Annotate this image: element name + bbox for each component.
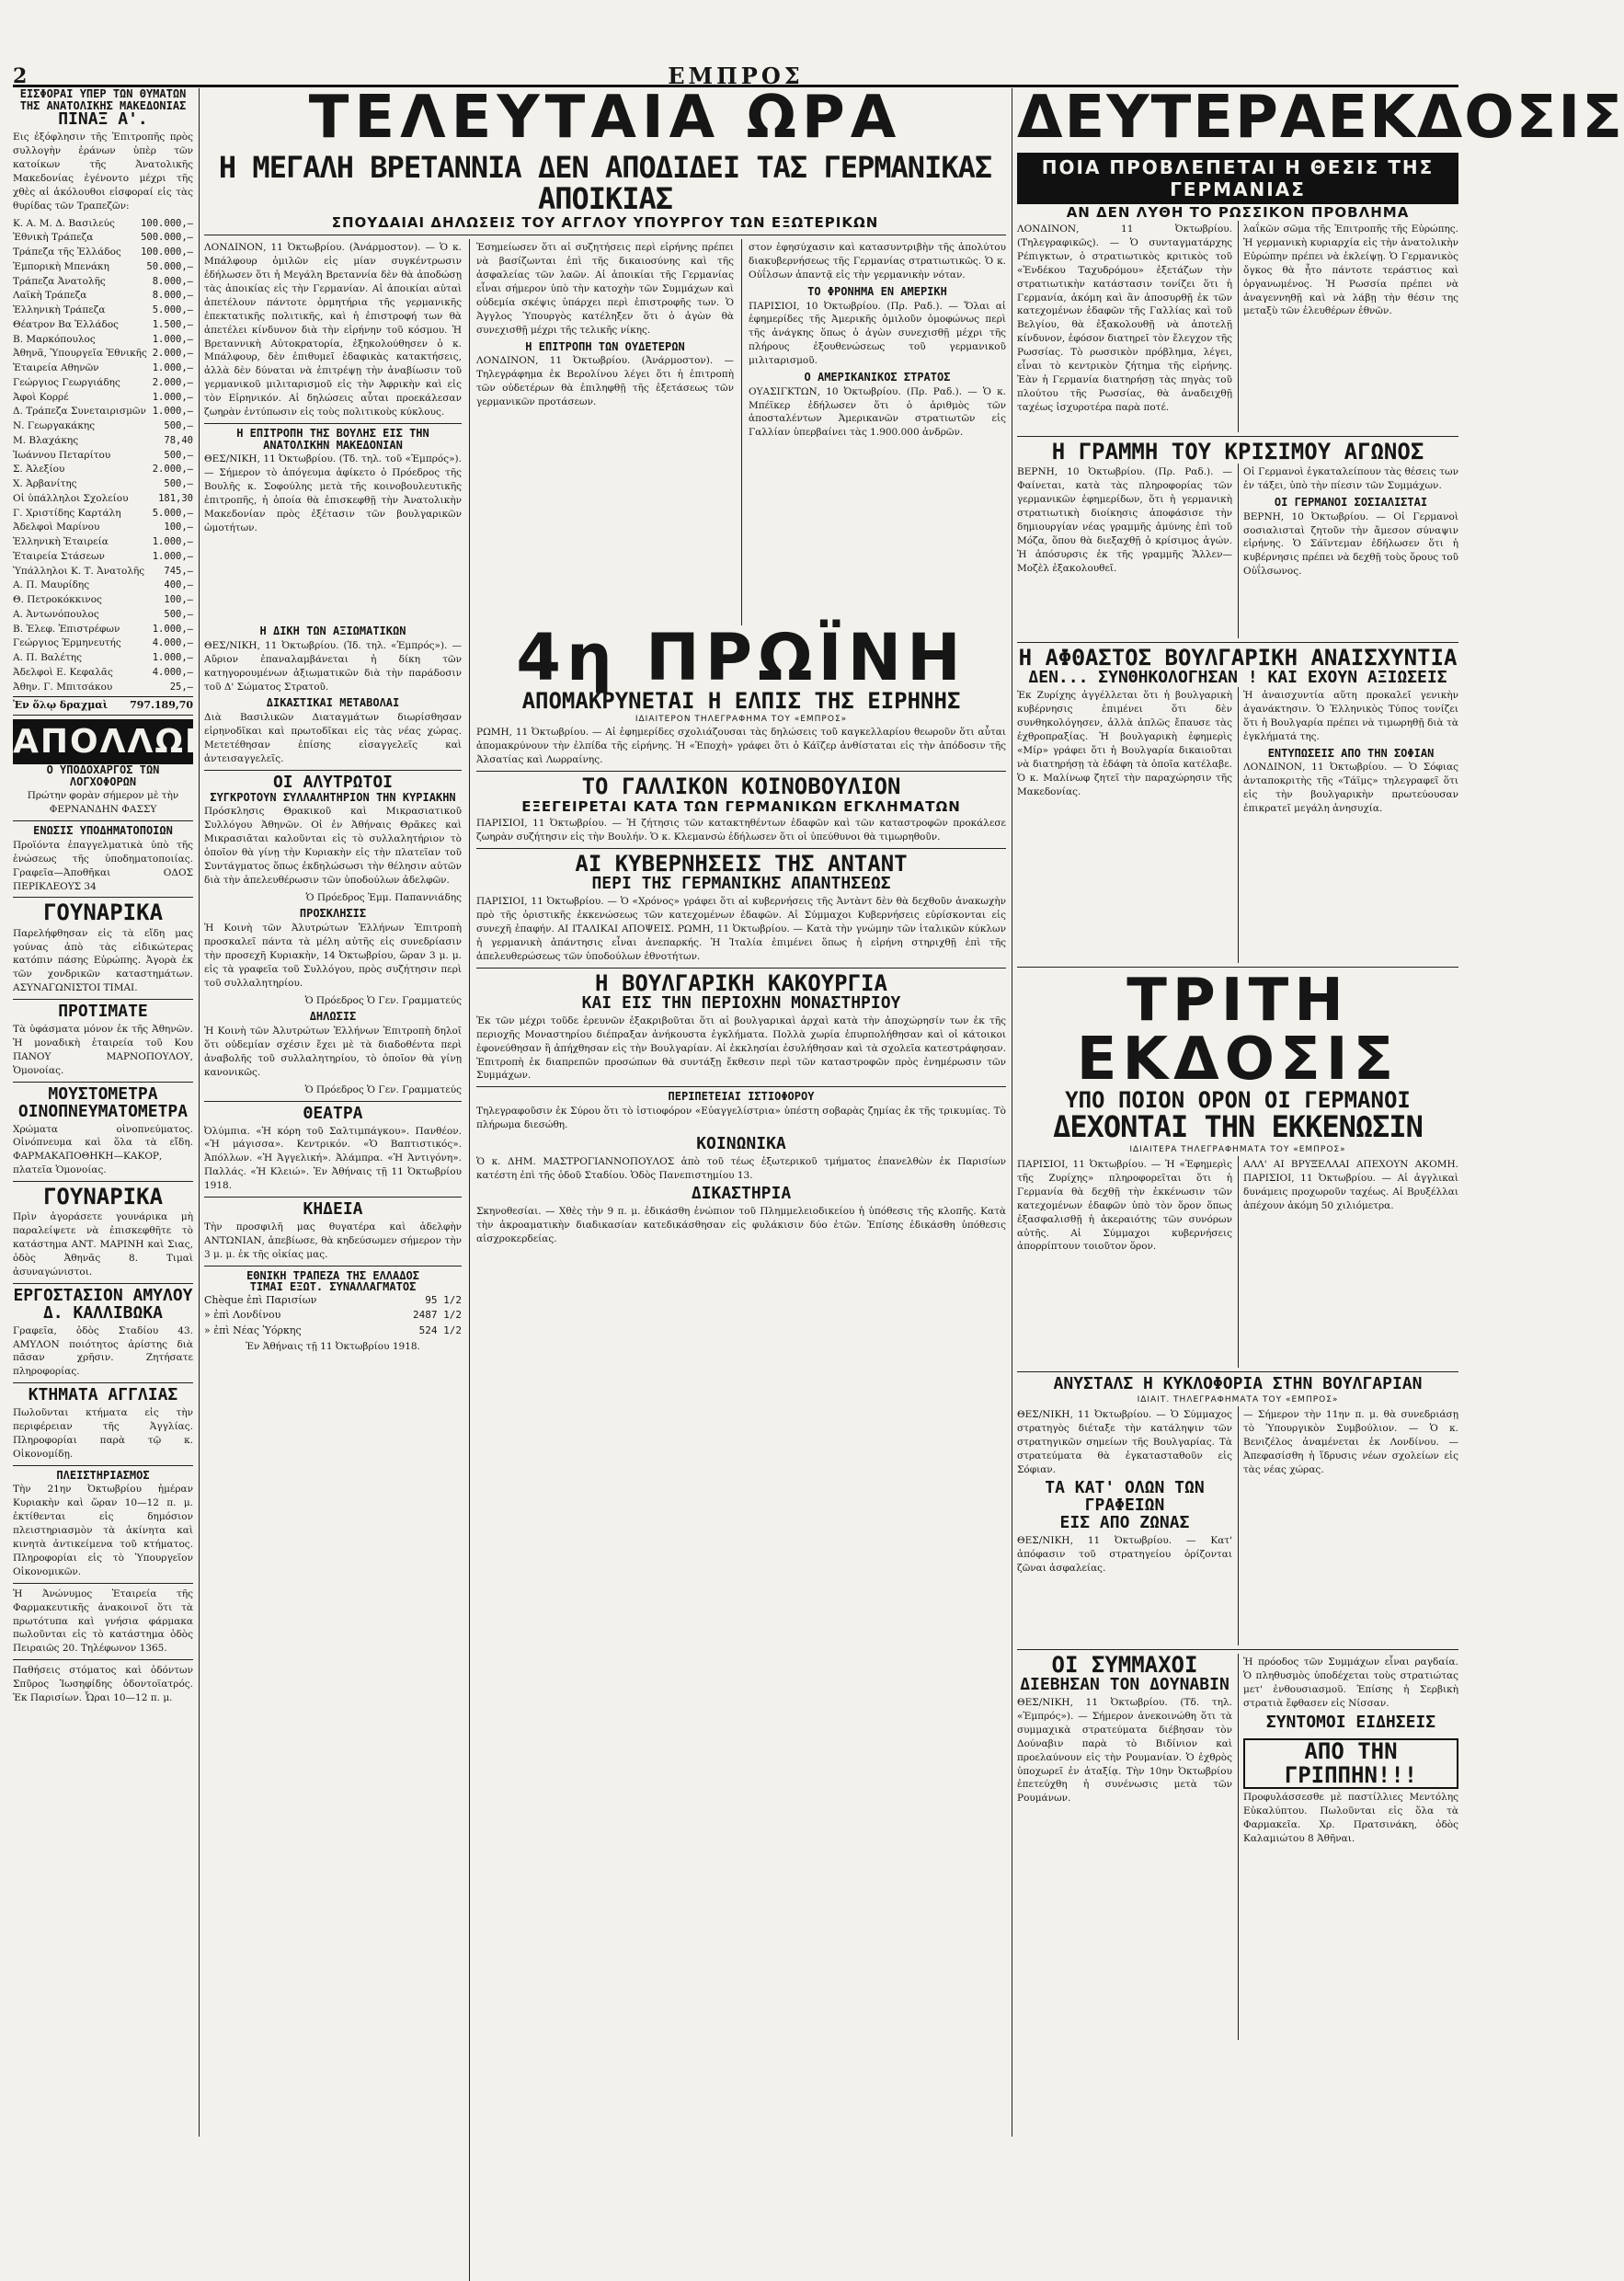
- ad-furs2-text: Πρὶν ἀγοράσετε γουνάρικα μὴ παραλείψετε νὰ ἐπισκεφθῆτε τὸ κατάστημα ΑΝΤ. ΜΑΡΙΝΗ καὶ Σιας, ὁδὸς Ἀθηνᾶς 8. Τιμαὶ ἀσυναγώνιστοι.: [13, 1211, 193, 1278]
- donation-total: [13, 696, 193, 711]
- neutrals-text: ΛΟΝΔΙΝΟΝ, 11 Ὀκτωβρίου. (Ἀνάρμοστον). — Τηλεγράφημα ἐκ Βερολίνου λέγει ὅτι ἡ ἐπιτροπὴ τῶν οὐδετέρων θὰ ἐπιληφθῇ τῆς ἐξετάσεως τῶν γερμανικῶν προτάσεων.: [476, 355, 734, 407]
- donation-amount: 8.000,—: [152, 275, 193, 287]
- rate-label: Chèque ἐπὶ Παρισίων: [204, 1293, 317, 1306]
- flu-ad-text: Προφυλάσσεσθε μὲ παστίλλιες Μεντόλης Εὐκαλύπτου. Πωλοῦνται εἰς ὅλα τὰ Φαρμακεῖα. Χρ. Πρατσινάκη, ὁδὸς Καλαμιώτου 8 Ἀθῆναι.: [1243, 1791, 1458, 1844]
- french-parliament-headline: ΤΟ ΓΑΛΛΙΚΟΝ ΚΟΙΝΟΒΟΥΛΙΟΝ: [581, 774, 901, 800]
- rate-value: 95 1/2: [425, 1293, 462, 1306]
- ad-estates-text: Πωλοῦνται κτήματα εἰς τὴν περιφέρειαν τῆς Ἀγγλίας. Πληροφορίαι παρὰ τῷ κ. Οἰκονομίδῃ.: [13, 1407, 193, 1460]
- zones-sub: ΕΙΣ ΑΠΟ ΖΩΝΑΣ: [1059, 1513, 1190, 1533]
- right-block: [1017, 84, 1624, 2137]
- donation-amount: 1.000,—: [152, 550, 193, 562]
- donation-total-label: Ἐν ὅλῳ δραχμαὶ: [13, 699, 109, 712]
- donor-name: Τράπεζα τῆς Ἑλλάδος: [13, 246, 121, 258]
- critical-line-col2: Οἱ Γερμανοὶ ἐγκαταλείπουν τὰς θέσεις των ἐν τάξει, ὑπὸ τὴν πίεσιν τῶν Συμμάχων.: [1243, 466, 1458, 492]
- allies-text: ΘΕΣ/ΝΙΚΗ, 11 Ὀκτωβρίου. (Τδ. τηλ. «Ἐμπρός»). — Σήμερον ἀνεκοινώθη ὅτι τὰ συμμαχικὰ στρατεύματα διέβησαν τὸν Δούναβιν παρὰ τὸ Βιδίνιον καὶ προελαύνουν εἰς τὴν Ρουμανίαν. Ὁ ἐχθρὸς ὑποχωρεῖ ἐν ἀταξίᾳ. Τὴν 10ην Ὀκτωβρίου ἐπετεύχθη ἡ συνένωσις μετὰ τῶν Ρουμάνων.: [1017, 1697, 1232, 1805]
- donations-list-title: ΠΙΝΑΞ Α'.: [58, 109, 148, 130]
- third-edition-banner: ΤΡΙΤΗ ΕΚΔΟΣΙΣ: [1076, 967, 1400, 1095]
- donation-row: [13, 260, 193, 275]
- donation-total-value: 797.189,70: [130, 699, 193, 712]
- ad-pharmacy-text: Ἡ Ἀνώνυμος Ἑταιρεία τῆς Φαρμακευτικῆς ἀνακοινοῖ ὅτι τὰ πρωτότυπα καὶ γνήσια φάρμακα πωλοῦνται εἰς τὸ κατάστημα ὁδὸς Πειραιῶς 20. Τηλέφωνον 1365.: [13, 1588, 193, 1655]
- columns: [13, 84, 1624, 2137]
- donation-amount: 1.000,—: [152, 333, 193, 345]
- judicial-changes-text: Διὰ Βασιλικῶν Διαταγμάτων διωρίσθησαν εἰρηνοδῖκαι καὶ πρωτοδῖκαι εἰς τὰς νέας χώρας. Μετετέθησαν ἐπίσης εἰσαγγελεῖς καὶ ἀντεισαγγελεῖς.: [204, 712, 462, 764]
- unredeemed-title: ΟΙ ΑΛΥΤΡΩΤΟΙ: [272, 772, 394, 792]
- american-army-text: ΟΥΑΣΙΓΚΤΩΝ, 10 Ὀκτωβρίου. (Πρ. Ραδ.). — Ὁ κ. Μπέϊκερ ἐδήλωσεν ὅτι ὁ ἀριθμὸς τῶν ἀποσταλέντων Ἀμερικανῶν στρατιωτῶν εἰς Γαλλίαν ὑπερβαίνει τὰς 1.900.000 ἀνδρῶν.: [749, 385, 1006, 439]
- donor-name: Μ. Βλαχάκης: [13, 434, 79, 446]
- donation-amount: 500,—: [164, 608, 193, 620]
- entente-sub: ΠΕΡΙ ΤΗΣ ΓΕΡΜΑΝΙΚΗΣ ΑΠΑΝΤΗΣΕΩΣ: [591, 874, 891, 894]
- rate-label: » ἐπὶ Λονδίνου: [204, 1309, 281, 1322]
- officers-trial-title: Η ΔΙΚΗ ΤΩΝ ΑΞΙΩΜΑΤΙΚΩΝ: [259, 625, 406, 638]
- donation-row: [13, 636, 193, 651]
- bulgarian-impudence-headline: Η ΑΦΘΑΣΤΟΣ ΒΟΥΛΓΑΡΙΚΗ ΑΝΑΙΣΧΥΝΤΙΑ: [1018, 645, 1458, 671]
- bulgarian-crime-sub: ΚΑΙ ΕΙΣ ΤΗΝ ΠΕΡΙΟΧΗΝ ΜΟΝΑΣΤΗΡΙΟΥ: [581, 992, 901, 1013]
- donation-amount: 1.500,—: [152, 318, 193, 330]
- apollon-text: Πρώτην φορὰν σήμερον μὲ τὴν ΦΕΡΝΑΝΔΗΝ ΦΑΣΣΥ: [27, 790, 179, 816]
- funeral-title: ΚΗΔΕΙΑ: [303, 1199, 363, 1220]
- donation-row: [13, 304, 193, 318]
- evacuation-tag: ΙΔΙΑΙΤΕΡΑ ΤΗΛΕΓΡΑΦΗΜΑΤΑ ΤΟΥ «ΕΜΠΡΟΣ»: [1129, 1145, 1346, 1155]
- donation-row: [13, 492, 193, 507]
- bulgarian-crime-headline: Η ΒΟΥΛΓΑΡΙΚΗ ΚΑΚΟΥΡΓΙΑ: [595, 969, 887, 996]
- donation-amount: 500,—: [164, 449, 193, 461]
- theatres-title: ΘΕΑΤΡΑ: [303, 1103, 363, 1123]
- bank-title: ΕΘΝΙΚΗ ΤΡΑΠΕΖΑ ΤΗΣ ΕΛΛΑΔΟΣ: [246, 1268, 419, 1282]
- bulgaria-traffic-headline: ΑΝΥΣΤΑΛΣ Η ΚΥΚΛΟΦΟΡΙΑ ΣΤΗΝ ΒΟΥΛΓΑΡΙΑΝ: [1053, 1374, 1423, 1394]
- donation-amount: 8.000,—: [152, 290, 193, 302]
- theatres-text: Ὀλύμπια. «Ἡ κόρη τοῦ Σαλτιμπάγκου». Πανθέον. «Ἡ μάγισσα». Κεντρικόν. «Ὁ Βαπτιστικός». Ἀπόλλων. «Ἡ Ἀγγελική». Ἀλάμπρα. «Ἡ Ἀντιγόνη». Παλλάς. «Ἡ Κλειώ». Ἐν Ἀθήναις τῇ 11 Ὀκτωβρίου 1918.: [204, 1125, 462, 1192]
- donor-name: Ν. Γεωργακάκης: [13, 420, 96, 432]
- donation-row: [13, 275, 193, 290]
- donation-row: [13, 289, 193, 304]
- donation-amount: 400,—: [164, 579, 193, 591]
- critical-line-headline: Η ΓΡΑΜΜΗ ΤΟΥ ΚΡΙΣΙΜΟΥ ΑΓΩΝΟΣ: [1051, 439, 1424, 464]
- donation-amount: 500,—: [164, 420, 193, 432]
- donor-name: Θέατρον Βα Ἑλλάδος: [13, 318, 120, 330]
- evacuation-col2: ΑΛΛ' ΑΙ ΒΡΥΞΕΛΛΑΙ ΑΠΕΧΟΥΝ ΑΚΟΜΗ. ΠΑΡΙΣΙΟΙ, 11 Ὀκτωβρίου. — Αἱ ἀγγλικαὶ δυνάμεις προχωροῦν ταχέως. Αἱ Βρυξέλλαι ἀπέχουν ἀκόμη 50 χιλιόμετρα.: [1243, 1159, 1458, 1211]
- sailboat-text: Τηλεγραφοῦσιν ἐκ Σύρου ὅτι τὸ ἱστιοφόρον «Εὐαγγελίστρια» ὑπέστη σοβαρὰς ζημίας ἐκ τῆς τρικυμίας. Τὸ πλήρωμα διεσώθη.: [476, 1105, 1006, 1130]
- germany-position-sub: ΑΝ ΔΕΝ ΛΥΘΗ ΤΟ ΡΩΣΣΙΚΟΝ ΠΡΟΒΛΗΜΑ: [1066, 204, 1410, 221]
- donation-amount: 78,40: [164, 434, 193, 446]
- donor-name: Ὑπάλληλοι Κ. Τ. Ἀνατολῆς: [13, 565, 145, 577]
- courts-text: Σκηνοθεσίαι. — Χθὲς τὴν 9 π. μ. ἐδικάσθη ἐνώπιον τοῦ Πλημμελειοδικείου ἡ ὑπόθεσις τῆς κλοπῆς. Κατὰ τὴν ἀκροαματικὴν διαδικασίαν κατεδικάσθησαν εἰς φυλάκισιν δύο ἐτῶν. Ἐπίσης ἐδικάσθη ὑπόθεσις αἰσχροκερδείας.: [476, 1206, 1006, 1245]
- declaration-signed: Ὁ Πρόεδρος Ὁ Γεν. Γραμματεύς: [304, 1083, 462, 1095]
- judicial-changes-title: ΔΙΚΑΣΤΙΚΑΙ ΜΕΤΑΒΟΛΑΙ: [266, 696, 400, 710]
- flu-ad-title: ΑΠΟ ΤΗΝ ΓΡΙΠΠΗΝ!!!: [1243, 1738, 1458, 1788]
- donation-amount: 1.000,—: [152, 391, 193, 403]
- donation-amount: 4.000,—: [152, 637, 193, 649]
- donation-amount: 745,—: [164, 565, 193, 577]
- ad-protimate-title: ΠΡΟΤΙΜΑΤΕ: [58, 1002, 148, 1022]
- officers-trial-text: ΘΕΣ/ΝΙΚΗ, 11 Ὀκτωβρίου. (Ἰδ. τηλ. «Ἐμπρός»). — Αὔριον ἐπαναλαμβάνεται ἡ δίκη τῶν κατηγορουμένων ἀξιωματικῶν διὰ τὴν παράδοσιν τοῦ Δ' Σώματος Στρατοῦ.: [204, 639, 462, 693]
- donation-amount: 1.000,—: [152, 406, 193, 418]
- zones-title: ΤΑ ΚΑΤ' ΟΛΩΝ ΤΩΝ ΓΡΑΦΕΙΩΝ: [1045, 1478, 1205, 1516]
- entente-text: ΠΑΡΙΣΙΟΙ, 11 Ὀκτωβρίου. — Ὁ «Χρόνος» γράφει ὅτι αἱ κυβερνήσεις τῆς Ἀντὰντ δὲν θὰ δεχθοῦν ἀνακωχὴν πρὸ τῆς ὁριστικῆς ἐκκενώσεως τῶν κατεχομένων ἐδαφῶν. Αἱ Σύμμαχοι Κυβερνήσεις εὑρίσκονται εἰς συνεχῆ ἐπαφήν. ΑΙ ΙΤΑΛΙΚΑΙ ΑΠΟΨΕΙΣ. ΡΩΜΗ, 11 Ὀκτωβρίου. — Κατὰ τὴν γνώμην τῶν ἰταλικῶν κύκλων ἡ γερμανικὴ ἀπάντησις εἶναι ἀνεπαρκής. Ἡ Ἰταλία ἐπιμένει ὅπως ἡ εἰρήνη στηριχθῇ ἐπὶ τῆς ἀπελευθερώσεως τῶν ὑποδούλων ἐθνοτήτων.: [476, 896, 1006, 962]
- sofia-impressions-title: ΕΝΤΥΠΩΣΕΙΣ ΑΠΟ ΤΗΝ ΣΟΦΙΑΝ: [1267, 746, 1435, 760]
- evacuation-text: ΠΑΡΙΣΙΟΙ, 11 Ὀκτωβρίου. — Ἡ «Ἐφημερὶς τῆς Ζυρίχης» πληροφορεῖται ὅτι ἡ Γερμανία θὰ δεχθῇ τὴν ἐκκένωσιν τῶν κατεχομένων ἐδαφῶν ὑπὸ τὸν ὅρον ὅπως ἐξασφαλισθῇ ἡ ἀκεραιότης τῶν συνόρων αὐτῆς. Αἱ Σύμμαχοι κυβερνήσεις ἀπορρίπτουν τοιοῦτον ὅρον.: [1017, 1159, 1232, 1253]
- unredeemed-subtitle: ΣΥΓΚΡΟΤΟΥΝ ΣΥΛΛΑΛΗΤΗΡΙΟΝ ΤΗΝ ΚΥΡΙΑΚΗΝ: [210, 790, 456, 804]
- donation-row: [13, 361, 193, 376]
- britain-story-continued: Ἐσημείωσεν ὅτι αἱ συζητήσεις περὶ εἰρήνης πρέπει νὰ βασίζωνται ἐπὶ τῆς δικαιοσύνης καὶ τῆς ἀσφαλείας τῶν λαῶν. Αἱ ἀποικίαι τῆς Γερμανίας εἶναι σήμερον ὑπὸ τὴν κατοχὴν τῶν Συμμάχων καὶ οὐδεμία σκέψις ὑπάρχει περὶ ἐπιστροφῆς των. Ὁ Ἀγγλος Ὑπουργὸς κατέληξεν ὅτι ὁ ἀγὼν θὰ συνεχισθῇ μέχρι τῆς τελικῆς νίκης.: [476, 242, 734, 336]
- social-text: Ὁ κ. ΔΗΜ. ΜΑΣΤΡΟΓΙΑΝΝΟΠΟΥΛΟΣ ἀπὸ τοῦ τέως ἐξωτερικοῦ τμήματος ἐπανελθὼν ἐκ Παρισίων κατέστη ἐπὶ τῆς ὁδοῦ Σταδίου. Ὁδὸς Πανεπιστημίου 13.: [476, 1155, 1006, 1181]
- donation-amount: 1.000,—: [152, 652, 193, 664]
- bulgaria-traffic-tag: ΙΔΙΑΙΤ. ΤΗΛΕΓΡΑΦΗΜΑΤΑ ΤΟΥ «ΕΜΠΡΟΣ»: [1137, 1394, 1339, 1404]
- neutrals-title: Η ΕΠΙΤΡΟΠΗ ΤΩΝ ΟΥΔΕΤΕΡΩΝ: [525, 339, 685, 353]
- donation-amount: 1.000,—: [152, 536, 193, 548]
- donation-row: [13, 231, 193, 246]
- donation-row: [13, 376, 193, 391]
- donation-row: [13, 535, 193, 550]
- donation-row: [13, 419, 193, 434]
- donor-name: Β. Μαρκόπουλος: [13, 333, 96, 345]
- evacuation-headline: ΥΠΟ ΠΟΙΟΝ ΟΡΟΝ ΟΙ ΓΕΡΜΑΝΟΙ: [1065, 1087, 1411, 1114]
- middle-block: [204, 84, 1006, 2137]
- rate-value: 2487 1/2: [413, 1309, 462, 1322]
- donor-name: Λαϊκὴ Τράπεζα: [13, 290, 87, 302]
- donation-row: [13, 246, 193, 260]
- america-sentiment-title: ΤΟ ΦΡΟΝΗΜΑ ΕΝ ΑΜΕΡΙΚΗ: [807, 284, 947, 298]
- donor-name: Ἐμπορικὴ Μπενάκη: [13, 260, 109, 272]
- donor-name: Τράπεζα Ἀνατολῆς: [13, 275, 106, 287]
- invitation-signed: Ὁ Πρόεδρος Ὁ Γεν. Γραμματεύς: [304, 994, 462, 1006]
- donation-row: [13, 405, 193, 419]
- allies-title: ΟΙ ΣΥΜΜΑΧΟΙ: [1051, 1651, 1198, 1678]
- britain-headline: Η ΜΕΓΑΛΗ ΒΡΕΤΑΝΝΙΑ ΔΕΝ ΑΠΟΔΙΔΕΙ ΤΑΣ ΓΕΡΜΑΝΙΚΑΣ ΑΠΟΙΚΙΑΣ: [218, 150, 992, 216]
- donor-name: Α. Ἀντωνόπουλος: [13, 608, 99, 620]
- evacuation-sub: ΔΕΧΟΝΤΑΙ ΤΗΝ ΕΚΚΕΝΩΣΙΝ: [1053, 1109, 1423, 1145]
- donation-amount: 100.000,—: [141, 217, 193, 229]
- second-edition-banner: ΔΕΥΤΕΡΑΕΚΔΟΣΙΣ: [1017, 84, 1624, 152]
- bulgarian-impudence-sub: ΔΕΝ... ΣΥΝΘΗΚΟΛΟΓΗΣΑΝ ! ΚΑΙ ΕΧΟΥΝ ΑΞΙΩΣΕΙΣ: [1028, 668, 1447, 688]
- donations-intro: Εις ἐξόφλησιν τῆς Ἐπιτροπῆς πρὸς συλλογὴν ἐράνων ὑπὲρ τῶν κατοίκων τῆς Ἀνατολικῆς Μακεδονίας ἐγένοντο μέχρι τῆς χθὲς αἱ ἀκόλουθοι εἰσφοραί εἰς τὰς θυρίδας τῶν Τραπεζῶν:: [13, 132, 193, 212]
- morning-edition-banner: 4η ΠΡΩΪΝΗ: [516, 620, 966, 696]
- rates-date: Ἐν Ἀθήναις τῇ 11 Ὀκτωβρίου 1918.: [246, 1341, 420, 1353]
- donor-name: Ἀθην. Γ. Μπιτσάκου: [13, 681, 113, 693]
- rate-value: 524 1/2: [418, 1324, 462, 1336]
- donor-name: Δ. Τράπεζα Συνεταιρισμῶν: [13, 406, 146, 418]
- rate-row: [204, 1308, 462, 1324]
- ad-starch-text: Γραφεῖα, ὁδὸς Σταδίου 43. ΑΜΥΛΟΝ ποιότητος ἀρίστης διὰ πᾶσαν χρῆσιν. Ζητήσατε πληροφορίας.: [13, 1324, 193, 1378]
- ad-auction-title: ΠΛΕΙΣΤΗΡΙΑΣΜΟΣ: [56, 1468, 150, 1482]
- left-column: [13, 87, 215, 2137]
- donation-amount: 2.000,—: [152, 348, 193, 360]
- bulgarian-crime-text: Ἐκ τῶν μέχρι τοῦδε ἐρευνῶν ἐξακριβοῦται ὅτι αἱ βουλγαρικαὶ ἀρχαὶ κατὰ τὴν ἀποχώρησίν των ἐκ τῆς περιοχῆς Μοναστηρίου διέπραξαν ἀνήκουστα ἐγκλήματα. Πολλὰ χωρία ἐπυρπολήθησαν καὶ οἱ κάτοικοι ἐφονεύθησαν ἢ ἀπήχθησαν εἰς τὴν Βουλγαρίαν. Αἱ ἐκκλησίαι ἐσυλήθησαν καὶ τὰ σχολεῖα κατεστράφησαν. Ἐπιτροπὴ ἐκ διαπρεπῶν προσώπων θὰ συντάξῃ ἔκθεσιν περὶ τῶν καταστροφῶν πρὸς ἐνημέρωσιν τῶν Συμμάχων.: [476, 1014, 1006, 1082]
- bulgaria-traffic-text: ΘΕΣ/ΝΙΚΗ, 11 Ὀκτωβρίου. — Ὁ Σύμμαχος στρατηγὸς διέταξε τὴν κατάληψιν τῶν στρατηγικῶν σημείων τῆς Βουλγαρίας. Τὰ στρατεύματα θὰ ἐγκατασταθοῦν εἰς Σόφιαν.: [1017, 1408, 1232, 1475]
- donation-row: [13, 477, 193, 492]
- entente-headline: ΑΙ ΚΥΒΕΡΝΗΣΕΙΣ ΤΗΣ ΑΝΤΑΝΤ: [575, 851, 908, 877]
- socialists-title: ΟΙ ΓΕΡΜΑΝΟΙ ΣΟΣΙΑΛΙΣΤΑΙ: [1274, 496, 1428, 509]
- donation-row: [13, 347, 193, 361]
- invitation-text: Ἡ Κοινὴ τῶν Ἀλυτρώτων Ἑλλήνων Ἐπιτροπὴ προσκαλεῖ πάντα τὰ μέλη αὐτῆς εἰς συνεδρίασιν τὴν προσεχῆ Κυριακὴν, 14 Ὀκτωβρίου, ὥραν 3 μ. μ. εἰς τὰ γραφεῖα τοῦ Συλλόγου, πρὸς συζήτησιν περὶ τοῦ συλλαλητηρίου.: [204, 923, 462, 989]
- french-parliament-sub: ΕΞΕΓΕΙΡΕΤΑΙ ΚΑΤΑ ΤΩΝ ΓΕΡΜΑΝΙΚΩΝ ΕΓΚΛΗΜΑΤΩΝ: [521, 798, 961, 816]
- britain-subheadline: ΣΠΟΥΔΑΙΑΙ ΔΗΛΩΣΕΙΣ ΤΟΥ ΑΓΓΛΟΥ ΥΠΟΥΡΓΟΥ ΤΩΝ ΕΞΩΤΕΡΙΚΩΝ: [331, 214, 879, 232]
- donation-row: [13, 593, 193, 608]
- critical-line-text: ΒΕΡΝΗ, 10 Ὀκτωβρίου. (Πρ. Ραδ.). — Φαίνεται, κατὰ τὰς πληροφορίας τῶν γερμανικῶν ἐφημερίδων, ὅτι ἡ γερμανικὴ στρατιωτικὴ διοίκησις ἀποφάσισε τὴν δημιουργίαν νέας γραμμῆς ἀμύνης ἐπὶ τοῦ Μόζα, ὅπου θὰ διεξαχθῇ ὁ κρίσιμος ἀγών. Ἡ ἀπόσυρσις ἐκ τῆς γραμμῆς Ἅλλεν—Μοζὲλ ἐξακολουθεῖ.: [1017, 466, 1232, 574]
- donor-name: Ἐθνικὴ Τράπεζα: [13, 232, 94, 244]
- donation-amount: 100,—: [164, 522, 193, 533]
- donor-name: Κ. Α. Μ. Δ. Βασιλεύς: [13, 217, 115, 229]
- donor-name: Ἑταιρεία Αθηνῶν: [13, 362, 99, 374]
- donation-row: [13, 434, 193, 449]
- donor-name: Γεώργιος Γεωργιάδης: [13, 376, 120, 388]
- donor-name: Ἰωάννου Πεταρίτου: [13, 449, 111, 461]
- donation-row: [13, 550, 193, 565]
- britain-story-col3: στον ἐφησύχασιν καὶ κατασυντριβὴν τῆς ἀπολύτου διακυβερνήσεως τῆς Γερμανίας στρατιωτικῶς. Ὁ κ. Οὐΐλσων ἀπαντᾷ εἰς τὴν γερμανικὴν νόταν.: [749, 242, 1006, 281]
- donation-amount: 1.000,—: [152, 623, 193, 635]
- paper-name: ΕΜΠΡΟΣ: [668, 63, 804, 89]
- rate-row: [204, 1293, 462, 1309]
- declaration-title: ΔΗΛΩΣΙΣ: [309, 1010, 357, 1024]
- donation-amount: 5.000,—: [152, 304, 193, 316]
- ad-protimate-text: Τὰ ὑφάσματα μόνον ἐκ τῆς Ἀθηνῶν. Ἡ μοναδικὴ ἑταιρεία τοῦ Κου ΠΑΝΟΥ ΜΑΡΝΟΠΟΥΛΟΥ, Ὁμονοίας.: [13, 1024, 193, 1076]
- donation-row: [13, 333, 193, 348]
- rate-label: » ἐπὶ Νέας Ὑόρκης: [204, 1324, 302, 1336]
- sailboat-title: ΠΕΡΙΠΕΤΕΙΑΙ ΙΣΤΙΟΦΟΡΟΥ: [668, 1090, 815, 1104]
- unredeemed-signed: Ὁ Πρόεδρος Ἐμμ. Παπαννιάδης: [305, 891, 462, 903]
- ad-furs2-title: ΓΟΥΝΑΡΙΚΑ: [42, 1184, 164, 1210]
- peace-hope-headline: ΑΠΟΜΑΚΡΥΝΕΤΑΙ Η ΕΛΠΙΣ ΤΗΣ ΕΙΡΗΝΗΣ: [521, 688, 961, 715]
- donation-row: [13, 217, 193, 232]
- donation-row: [13, 623, 193, 637]
- donation-amount: 100.000,—: [141, 246, 193, 258]
- donation-row: [13, 318, 193, 333]
- donation-list: [13, 217, 193, 695]
- donation-amount: 500.000,—: [141, 232, 193, 244]
- donor-name: Ἑταιρεία Στάσεων: [13, 550, 105, 562]
- britain-story-text: ΛΟΝΔΙΝΟΝ, 11 Ὀκτωβρίου. (Ἀνάρμοστον). — Ὁ κ. Μπάλφουρ ὁμιλῶν εἰς μίαν συγκέντρωσιν ἐδήλωσεν ὅτι ἡ Μεγάλη Βρεταννία δὲν θὰ ἀποδώσῃ τὰς ἀποικίας εἰς τὴν Γερμανίαν. Αἱ ἀποικίαι αὐταὶ ἀπετέλουν πάντοτε ὁρμητήρια τῆς γερμανικῆς ἐπεκτατικῆς πολιτικῆς, καὶ ἡ ἐπιστροφή των θὰ ἀπετέλει κίνδυνον διὰ τὴν εἰρήνην τοῦ κόσμου. Ἡ Βρεταννικὴ Αὐτοκρατορία, ἐξηκολούθησεν ὁ κ. Μπάλφουρ, δὲν ἐπιθυμεῖ ἐδαφικὰς κατακτήσεις, ἀλλὰ δὲν δύναται νὰ ἐπιτρέψῃ τὴν ἀναβίωσιν τοῦ γερμανικοῦ μιλιταρισμοῦ εἰς τὴν Ἀφρικὴν καὶ εἰς τὸν Εἰρηνικόν. Αἱ δηλώσεις αὗται προεκάλεσαν ζωηρὰν ἐντύπωσιν εἰς τοὺς πολιτικοὺς κύκλους.: [204, 242, 462, 418]
- ad-furs-text: Παρελήφθησαν εἰς τὰ εἴδη μας γούνας ἀπὸ τὰς εἰδικώτερας κατόπιν πάσης Εὐρώπης. Ἀγορὰ ἐκ τῶν χονδρικῶν καταστημάτων. ΑΣΥΝΑΓΩΝΙΣΤΟΙ ΤΙΜΑΙ.: [13, 927, 193, 994]
- donation-amount: 50.000,—: [146, 260, 193, 272]
- last-hour-banner: ΤΕΛΕΥΤΑΙΑ ΩΡΑ: [308, 84, 902, 152]
- donor-name: Ἀθηνᾶ, Ὑπουργεῖα Ἐθνικῆς: [13, 348, 147, 360]
- zones-text: ΘΕΣ/ΝΙΚΗ, 11 Ὀκτωβρίου. — Κατ' ἀπόφασιν τοῦ στρατηγείου ὁρίζονται ζῶναι ἀσφαλείας.: [1017, 1535, 1232, 1574]
- ad-meters-text: Χρώματα οἰνοπνεύματος. Οἰνόπνευμα καὶ ὅλα τὰ εἴδη. ΦΑΡΜΑΚΑΠΟΘΗΚΗ—ΚΑΚΟΡ, πλατεῖα Ὁμονοίας.: [13, 1123, 193, 1176]
- donation-row: [13, 507, 193, 522]
- allies-col2: Ἡ πρόοδος τῶν Συμμάχων εἶναι ραγδαία. Ὁ πληθυσμὸς ὑποδέχεται τοὺς στρατιώτας μετ' ἐνθουσιασμοῦ. Ἐπίσης ἡ Σερβικὴ στρατιὰ ἔφθασεν εἰς Νίσσαν.: [1243, 1656, 1458, 1709]
- donor-name: Α. Π. Μαυρίδης: [13, 579, 90, 591]
- sofia-impressions-text: ΛΟΝΔΙΝΟΝ, 11 Ὀκτωβρίου. — Ὁ Σόφιας ἀνταποκριτὴς τῆς «Τάϊμς» τηλεγραφεῖ ὅτι εἰς τὴν βουλγαρικὴν πρωτεύουσαν ἐπικρατεῖ μεγάλη ἀνησυχία.: [1243, 762, 1458, 815]
- donation-row: [13, 681, 193, 695]
- donor-name: Χ. Ἀρβανίτης: [13, 478, 77, 490]
- exchange-rates: [204, 1293, 462, 1339]
- donation-row: [13, 391, 193, 406]
- donor-name: Α. Π. Βαλέτης: [13, 652, 82, 664]
- page-number: 2: [13, 64, 28, 88]
- funeral-text: Τὴν προσφιλῆ μας θυγατέρα καὶ ἀδελφὴν ΑΝΤΩΝΙΑΝ, ἀπεβίωσε, θὰ κηδεύσωμεν σήμερον τὴν 3 μ. μ. ἐκ τῆς οἰκίας μας.: [204, 1221, 462, 1260]
- socialists-text: ΒΕΡΝΗ, 10 Ὀκτωβρίου. — Οἱ Γερμανοὶ σοσιαλισταὶ ζητοῦν τὴν ἄμεσον σύναψιν εἰρήνης. Ὁ Σάϊντεμαν ἐδήλωσεν ὅτι ἡ κυβέρνησις πρέπει νὰ δεχθῇ τοὺς ὅρους τοῦ Οὐΐλσωνος.: [1243, 510, 1458, 578]
- donor-name: Σ. Ἀλεξίου: [13, 464, 65, 476]
- invitation-title: ΠΡΟΣΚΛΗΣΙΣ: [299, 907, 367, 921]
- ad-meters-title: ΜΟΥΣΤΟΜΕΤΡΑ ΟΙΝΟΠΝΕΥΜΑΤΟΜΕΤΡΑ: [17, 1083, 189, 1121]
- donation-row: [13, 449, 193, 464]
- bulgarian-impudence-col2: Ἡ ἀναισχυντία αὕτη προκαλεῖ γενικὴν ἀγανάκτησιν. Ὁ Ἑλληνικὸς Τύπος τονίζει ὅτι ἡ Βουλγαρία πρέπει νὰ τιμωρηθῇ διὰ τὰ ἐγκλήματά της.: [1243, 690, 1458, 742]
- ad-furs-title: ΓΟΥΝΑΡΙΚΑ: [42, 900, 164, 926]
- parliament-committee-title: Η ΕΠΙΤΡΟΠΗ ΤΗΣ ΒΟΥΛΗΣ ΕΙΣ ΤΗΝ ΑΝΑΤΟΛΙΚΗΝ ΜΑΚΕΔΟΝΙΑΝ: [236, 426, 429, 452]
- french-parliament-text: ΠΑΡΙΣΙΟΙ, 11 Ὀκτωβρίου. — Ἡ ζήτησις τῶν κατακτηθέντων ἐδαφῶν καὶ τῶν καταστροφῶν προκάλεσε ζωηρὰν συζήτησιν εἰς τὴν Βουλήν. Ὁ κ. Κλεμανσὼ ἐδήλωσεν ὅτι οἱ ὑπεύθυνοι θὰ τιμωρηθοῦν.: [476, 818, 1006, 843]
- germany-position-col2: λαΐκῶν σῶμα τῆς Ἐπιτροπῆς τῆς Εὐρώπης. Ἡ γερμανικὴ κυριαρχία εἰς τὴν ἀνατολικὴν Εὐρώπην πρέπει νὰ ἐκλείψῃ. Ὁ Γερμανικὸς ὄγκος θὰ ἦτο πάντοτε τεράστιος καὶ ὀργανωμένος. Ἡ Ρωσσία πρέπει νὰ ἀναγεννηθῇ καὶ νὰ λάβῃ τὴν θέσιν της μεταξὺ τῶν ἐλευθέρων ἐθνῶν.: [1243, 224, 1458, 317]
- donation-amount: 4.000,—: [152, 666, 193, 678]
- donor-name: Θ. Πετροκόκκινος: [13, 594, 102, 606]
- ad-auction-text: Τὴν 21ην Ὀκτωβρίου ἡμέραν Κυριακὴν καὶ ὥραν 10—12 π. μ. ἐκτίθενται εἰς δημόσιον πλειστηριασμὸν τὰ ἀκίνητα καὶ κινητὰ ἀντικείμενα τοῦ κτήματος. Πληροφορίαι εἰς τὸ Ὑπουργεῖον Οἰκονομικῶν.: [13, 1484, 193, 1577]
- apollon-title: Ο ΥΠΟΔΟΧΑΡΓΟΣ ΤΩΝ ΛΟΓΧΟΦΟΡΩΝ: [46, 763, 160, 788]
- donor-name: Ἀδελφοὶ Μαρίνου: [13, 522, 100, 533]
- donation-amount: 100,—: [164, 594, 193, 606]
- donation-amount: 500,—: [164, 478, 193, 490]
- ad-shoemakers-title: ΕΝΩΣΙΣ ΥΠΟΔΗΜΑΤΟΠΟΙΩΝ: [33, 824, 173, 838]
- courts-title: ΔΙΚΑΣΤΗΡΙΑ: [691, 1184, 792, 1204]
- donor-name: Ἑλληνικὴ Τράπεζα: [13, 304, 106, 316]
- donor-name: Ἑλληνικὴ Ἑταιρεία: [13, 536, 109, 548]
- donation-row: [13, 579, 193, 593]
- apollon-banner: ΑΠΟΛΛΩΝ: [13, 719, 193, 764]
- donation-amount: 2.000,—: [152, 376, 193, 388]
- bulgarian-impudence-text: Ἐκ Ζυρίχης ἀγγέλλεται ὅτι ἡ βουλγαρικὴ κυβέρνησις ἐπιμένει ὅτι δὲν συνθηκολόγησεν, ἀλλὰ ἁπλῶς ἔπαυσε τὰς ἐχθροπραξίας. Ἡ βουλγαρικὴ ἐφημερὶς «Μίρ» γράφει ὅτι ἡ Βουλγαρία δικαιοῦται νὰ διατηρήσῃ τὰ ἐδάφη τὰ ὁποῖα κατέλαβε. Ὁ κ. Μαλίνωφ ζητεῖ τὴν παραχώρησιν τῆς Μακεδονίας.: [1017, 690, 1232, 797]
- donor-name: Οἱ ὑπάλληλοι Σχολείου: [13, 492, 129, 504]
- donor-name: Ἀφοὶ Κορρέ: [13, 391, 69, 403]
- peace-hope-text: ΡΩΜΗ, 11 Ὀκτωβρίου. — Αἱ ἐφημερίδες σχολιάζουσαι τὰς δηλώσεις τοῦ καγκελλαρίου θεωροῦν ὅτι αὗται ἀπομακρύνουν τὴν ἐλπίδα τῆς εἰρήνης. Ἡ «Ἐποχὴ» γράφει ὅτι ὁ Κάϊζερ ἀνθίσταται εἰς τὴν ἀπόδοσιν τῆς Ἀλσατίας καὶ Λωρραίνης.: [476, 727, 1006, 766]
- donation-row: [13, 565, 193, 579]
- donation-amount: 1.000,—: [152, 362, 193, 374]
- ad-starch-title: ΕΡΓΟΣΤΑΣΙΟΝ ΑΜΥΛΟΥ Δ. ΚΑΛΛΙΒΩΚΑ: [13, 1285, 193, 1323]
- donation-row: [13, 666, 193, 681]
- american-army-title: Ο ΑΜΕΡΙΚΑΝΙΚΟΣ ΣΤΡΑΤΟΣ: [804, 371, 951, 384]
- donation-row: [13, 651, 193, 666]
- donor-name: Γ. Χριστίδης Καρτάλη: [13, 507, 121, 519]
- donation-row: [13, 608, 193, 623]
- america-sentiment-text: ΠΑΡΙΣΙΟΙ, 10 Ὀκτωβρίου. (Πρ. Ραδ.). — Ὅλαι αἱ ἐφημερίδες τῆς Ἀμερικῆς ὁμιλοῦν ὁμοφώνως περὶ τῆς ἀνάγκης ὅπως ὁ ἀγὼν συνεχισθῇ μέχρι τῆς πλήρους ἐξουθενώσεως τοῦ γερμανικοῦ μιλιταρισμοῦ.: [749, 300, 1006, 367]
- unredeemed-text: Πρόσκλησις Θρακικοῦ καὶ Μικρασιατικοῦ Συλλόγου Ἀθηνῶν. Οἱ ἐν Ἀθήναις Θρᾶκες καὶ Μικρασιᾶται καλοῦνται εἰς τὸ συλλαλητήριον τὸ ὁποῖον θὰ γίνῃ τὴν Κυριακὴν εἰς τὴν πλατεῖαν τοῦ Συντάγματος ὅπως ἐκδηλώσωσι τὴν θέλησιν αὐτῶν διὰ τὴν ἀπελευθέρωσιν τῶν ὑποδούλων ἀδελφῶν.: [204, 806, 462, 886]
- donor-name: Ἀδελφοὶ Ε. Κεφαλᾶς: [13, 666, 113, 678]
- donation-row: [13, 521, 193, 535]
- parliament-committee-text: ΘΕΣ/ΝΙΚΗ, 11 Ὀκτωβρίου. (Τδ. τηλ. τοῦ «Ἐμπρός»). — Σήμερον τὸ ἀπόγευμα ἀφίκετο ὁ Πρόεδρος τῆς Βουλῆς κ. Σοφούλης μετὰ τῆς κοινοβουλευτικῆς ἐπιτροπῆς, ἡ ὁποία θὰ ἐπισκεφθῇ τὴν Ἀνατολικὴν Μακεδονίαν πρὸς ἐξέτασιν τῶν βουλγαρικῶν ὠμοτήτων.: [204, 453, 462, 533]
- donation-amount: 25,—: [169, 681, 193, 693]
- declaration-text: Ἡ Κοινὴ τῶν Ἀλυτρώτων Ἑλλήνων Ἐπιτροπὴ δηλοῖ ὅτι οὐδεμίαν σχέσιν ἔχει μὲ τὰ διαδοθέντα περὶ ἀναβολῆς τοῦ συλλαλητηρίου, τὸ ὁποῖον θὰ γίνῃ κανονικῶς.: [204, 1026, 462, 1078]
- donation-amount: 5.000,—: [152, 507, 193, 519]
- ad-shoemakers-text: Προϊόντα ἐπαγγελματικὰ ὑπὸ τῆς ἑνώσεως τῆς ὑποδηματοποιίας. Γραφεῖα—Ἀποθῆκαι ΟΔΟΣ ΠΕΡΙΚΛΕΟΥΣ 34: [13, 839, 193, 892]
- donor-name: Β. Ἐλεφ. Ἐπιστρέφων: [13, 623, 120, 635]
- rate-row: [204, 1324, 462, 1339]
- peace-hope-tag: ΙΔΙΑΙΤΕΡΟΝ ΤΗΛΕΓΡΑΦΗΜΑ ΤΟΥ «ΕΜΠΡΟΣ»: [635, 715, 848, 725]
- ad-dentist-text: Παθήσεις στόματος καὶ ὀδόντων Σπῦρος Ἰωσηφίδης ὀδοντοϊατρός. Ἐκ Παρισίων. Ὧραι 10—12 π. μ.: [13, 1665, 193, 1704]
- social-title: ΚΟΙΝΩΝΙΚΑ: [696, 1133, 786, 1153]
- germany-position-text: ΛΟΝΔΙΝΟΝ, 11 Ὀκτωβρίου. (Τηλεγραφικῶς). — Ὁ συνταγματάρχης Ρέπιγκτων, ὁ στρατιωτικὸς κριτικὸς τοῦ «Ἐνδέκου Ταχυδρόμου» ἐξετάζων τὴν στρατιωτικὴν κατάστασιν τονίζει ὅτι ἡ Γερμανία, ἀκόμη καὶ ἂν ἀποσυρθῇ ἐκ τῶν κατεχομένων ἐδαφῶν τῆς Γαλλίας καὶ τοῦ Βελγίου, θὰ ἐξακολουθῇ νὰ ἀποτελῇ κίνδυνον, ἐφόσον διατηρεῖ τὸν ἔλεγχον τῆς Ρωσσίας. Τὸ ρωσσικὸν πρόβλημα, λέγει, εἶναι τὸ κεντρικὸν ζήτημα τῆς εἰρήνης. Ἐὰν ἡ Γερμανία διατηρήσῃ τὰς πηγὰς τοῦ πλούτου τῆς Ρωσσίας, θὰ ἀναδειχθῇ ταχέως ἰσχυροτέρα παρὰ ποτέ.: [1017, 224, 1232, 413]
- bank-subtitle: ΤΙΜΑΙ ΕΞΩΤ. ΣΥΝΑΛΛΑΓΜΑΤΟΣ: [249, 1280, 417, 1294]
- donation-amount: 181,30: [158, 492, 193, 504]
- syntomoi-lead: — Σήμερον τὴν 11ην π. μ. θὰ συνεδριάσῃ τὸ Ὑπουργικὸν Συμβούλιον. — Ὁ κ. Βενιζέλος ἀναμένεται ἐκ Λονδίνου. — Ἀπεφασίσθη ἡ ἵδρυσις νέων σχολείων εἰς τὰς νέας χώρας.: [1243, 1408, 1458, 1475]
- donation-amount: 2.000,—: [152, 464, 193, 476]
- short-news-title: ΣΥΝΤΟΜΟΙ ΕΙΔΗΣΕΙΣ: [1265, 1712, 1436, 1732]
- ad-estates-title: ΚΤΗΜΑΤΑ ΑΓΓΛΙΑΣ: [28, 1385, 178, 1405]
- donor-name: Γεώργιος Ἑρμηνευτής: [13, 637, 121, 649]
- germany-position-headline: ΠΟΙΑ ΠΡΟΒΛΕΠΕΤΑΙ Η ΘΕΣΙΣ ΤΗΣ ΓΕΡΜΑΝΙΑΣ: [1017, 153, 1458, 204]
- allies-sub: ΔΙΕΒΗΣΑΝ ΤΟΝ ΔΟΥΝΑΒΙΝ: [1020, 1675, 1229, 1695]
- donation-row: [13, 463, 193, 477]
- donations-subheading: ΕΙΣΦΟΡΑΙ ΥΠΕΡ ΤΩΝ ΘΥΜΑΤΩΝ ΤΗΣ ΑΝΑΤΟΛΙΚΗΣ ΜΑΚΕΔΟΝΙΑΣ: [19, 87, 187, 112]
